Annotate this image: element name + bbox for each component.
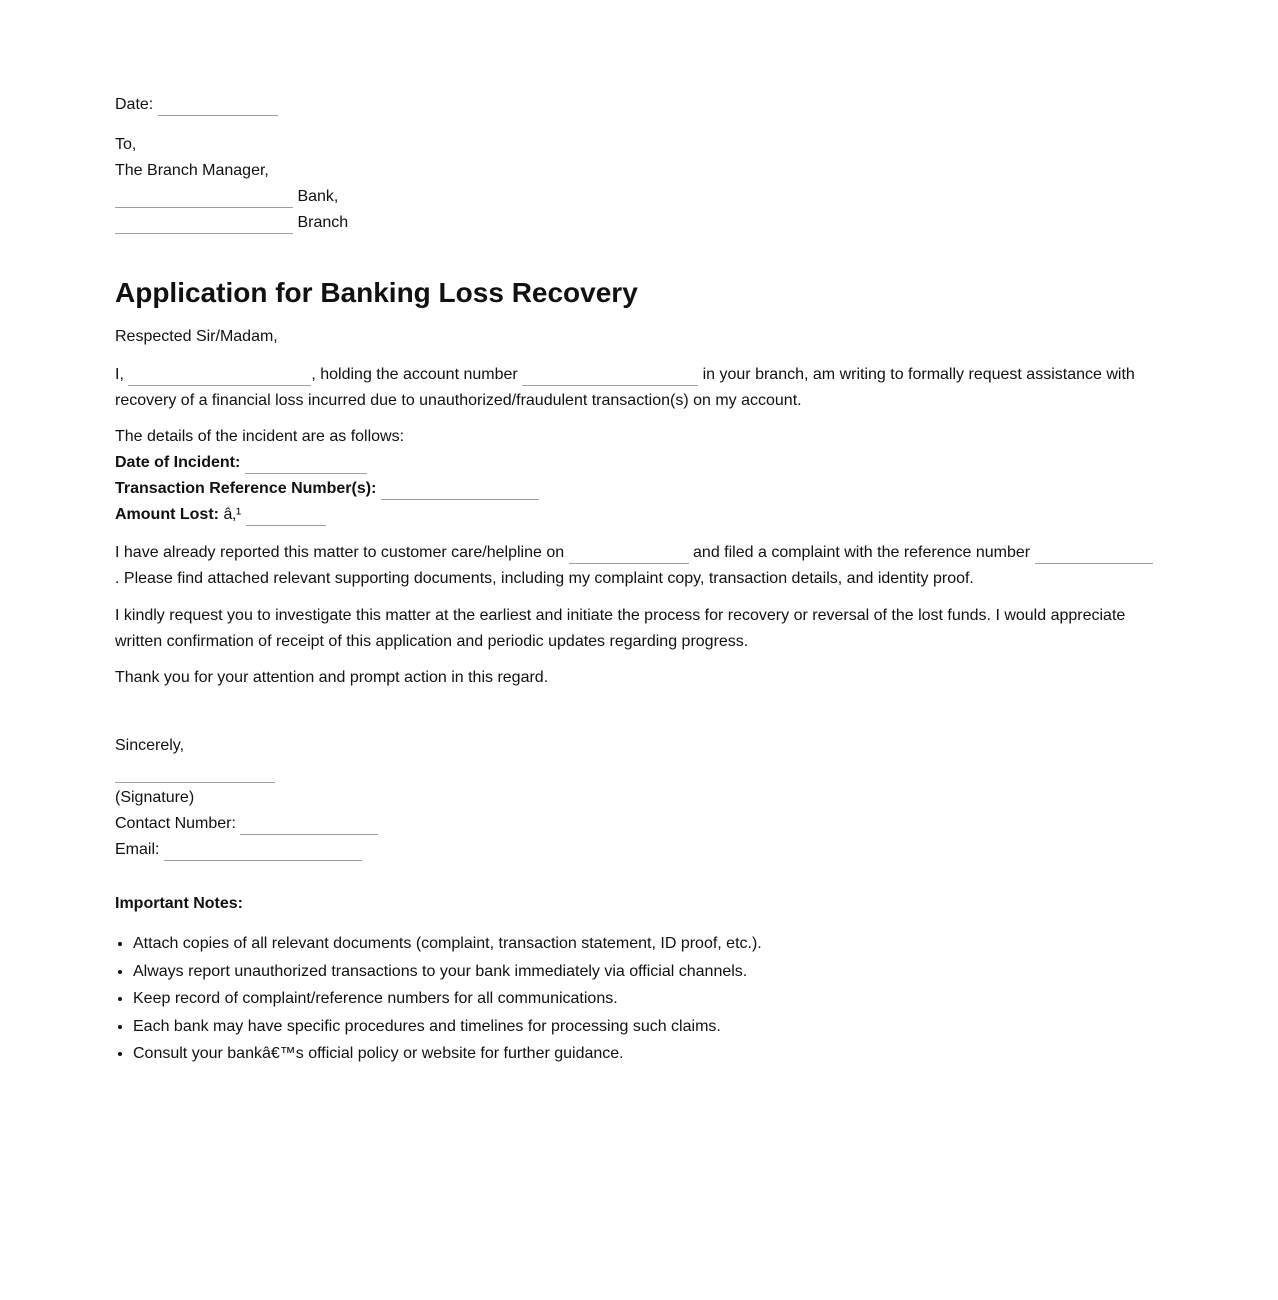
bank-suffix-label: Bank, [297, 188, 339, 205]
bank-name-blank-line [115, 186, 293, 208]
intro-part3: in your branch, am writing to formally request assistance with recovery of a financial loss incurred due to unauthorized/fraudulent transaction(s) on my account. [115, 366, 1135, 409]
date-blank-line [158, 94, 278, 116]
signature-blank-line [115, 761, 275, 783]
date-line [115, 92, 1160, 118]
branch-suffix-label: Branch [297, 214, 349, 231]
incident-details [115, 424, 1160, 528]
note-item: • Consult your bankâ€™s official policy or website for further guidance. [133, 1040, 1160, 1068]
note-item: • Keep record of complaint/reference numbers for all communications. [133, 985, 1160, 1013]
salutation: Respected Sir/Madam, [115, 328, 278, 345]
amount-lost-label: Amount Lost: [115, 506, 219, 523]
request-paragraph: I kindly request you to investigate this matter at the earliest and initiate the process for recovery or reversal of the lost funds. I would appreciate written confirmation of receipt of this application and periodic updates regarding progress. [115, 607, 1126, 650]
important-notes-list [115, 930, 1160, 1068]
note-item: • Each bank may have specific procedures and timelines for processing such claims. [133, 1013, 1160, 1041]
sincerely-label: Sincerely, [115, 737, 185, 754]
contact-number-blank-line [240, 813, 378, 835]
recipient-address [115, 132, 1160, 236]
to-label: To, [115, 136, 137, 153]
transaction-ref-blank-line [381, 478, 539, 500]
note-item: • Always report unauthorized transactions to your bank immediately via official channels. [133, 958, 1160, 986]
reported-period: . [115, 570, 120, 587]
helpline-date-blank-line [569, 542, 689, 564]
important-notes-heading: Important Notes: [115, 895, 243, 912]
intro-part2: , holding the account number [311, 366, 518, 383]
transaction-ref-label: Transaction Reference Number(s): [115, 480, 377, 497]
account-number-blank-line [522, 364, 698, 386]
incident-lead: The details of the incident are as follows: [115, 428, 405, 445]
note-item: • Attach copies of all relevant documents (complaint, transaction statement, ID proof, etc.). [133, 930, 1160, 958]
date-label: Date: [115, 96, 154, 113]
incident-date-label: Date of Incident: [115, 454, 241, 471]
complaint-ref-blank-line [1035, 542, 1153, 564]
reported-part2: and filed a complaint with the reference number [693, 544, 1031, 561]
thanks-paragraph: Thank you for your attention and prompt action in this regard. [115, 669, 549, 686]
incident-date-blank-line [245, 452, 367, 474]
applicant-name-blank-line [128, 364, 311, 386]
intro-paragraph [115, 362, 1160, 414]
branch-name-blank-line [115, 212, 293, 234]
email-blank-line [164, 839, 362, 861]
reported-part3: Please find attached relevant supporting documents, including my complaint copy, transaction details, and identity proof. [123, 570, 974, 587]
page-title: Application for Banking Loss Recovery [115, 277, 638, 308]
reported-part1: I have already reported this matter to customer care/helpline on [115, 544, 565, 561]
amount-blank-line [246, 504, 326, 526]
contact-number-label: Contact Number: [115, 815, 236, 832]
closing-block [115, 733, 1160, 863]
intro-part1: I, [115, 366, 124, 383]
branch-manager-label: The Branch Manager, [115, 162, 269, 179]
email-label: Email: [115, 841, 160, 858]
signature-caption: (Signature) [115, 789, 195, 806]
reported-paragraph [115, 540, 1160, 592]
currency-symbol: â‚¹ [223, 506, 242, 523]
